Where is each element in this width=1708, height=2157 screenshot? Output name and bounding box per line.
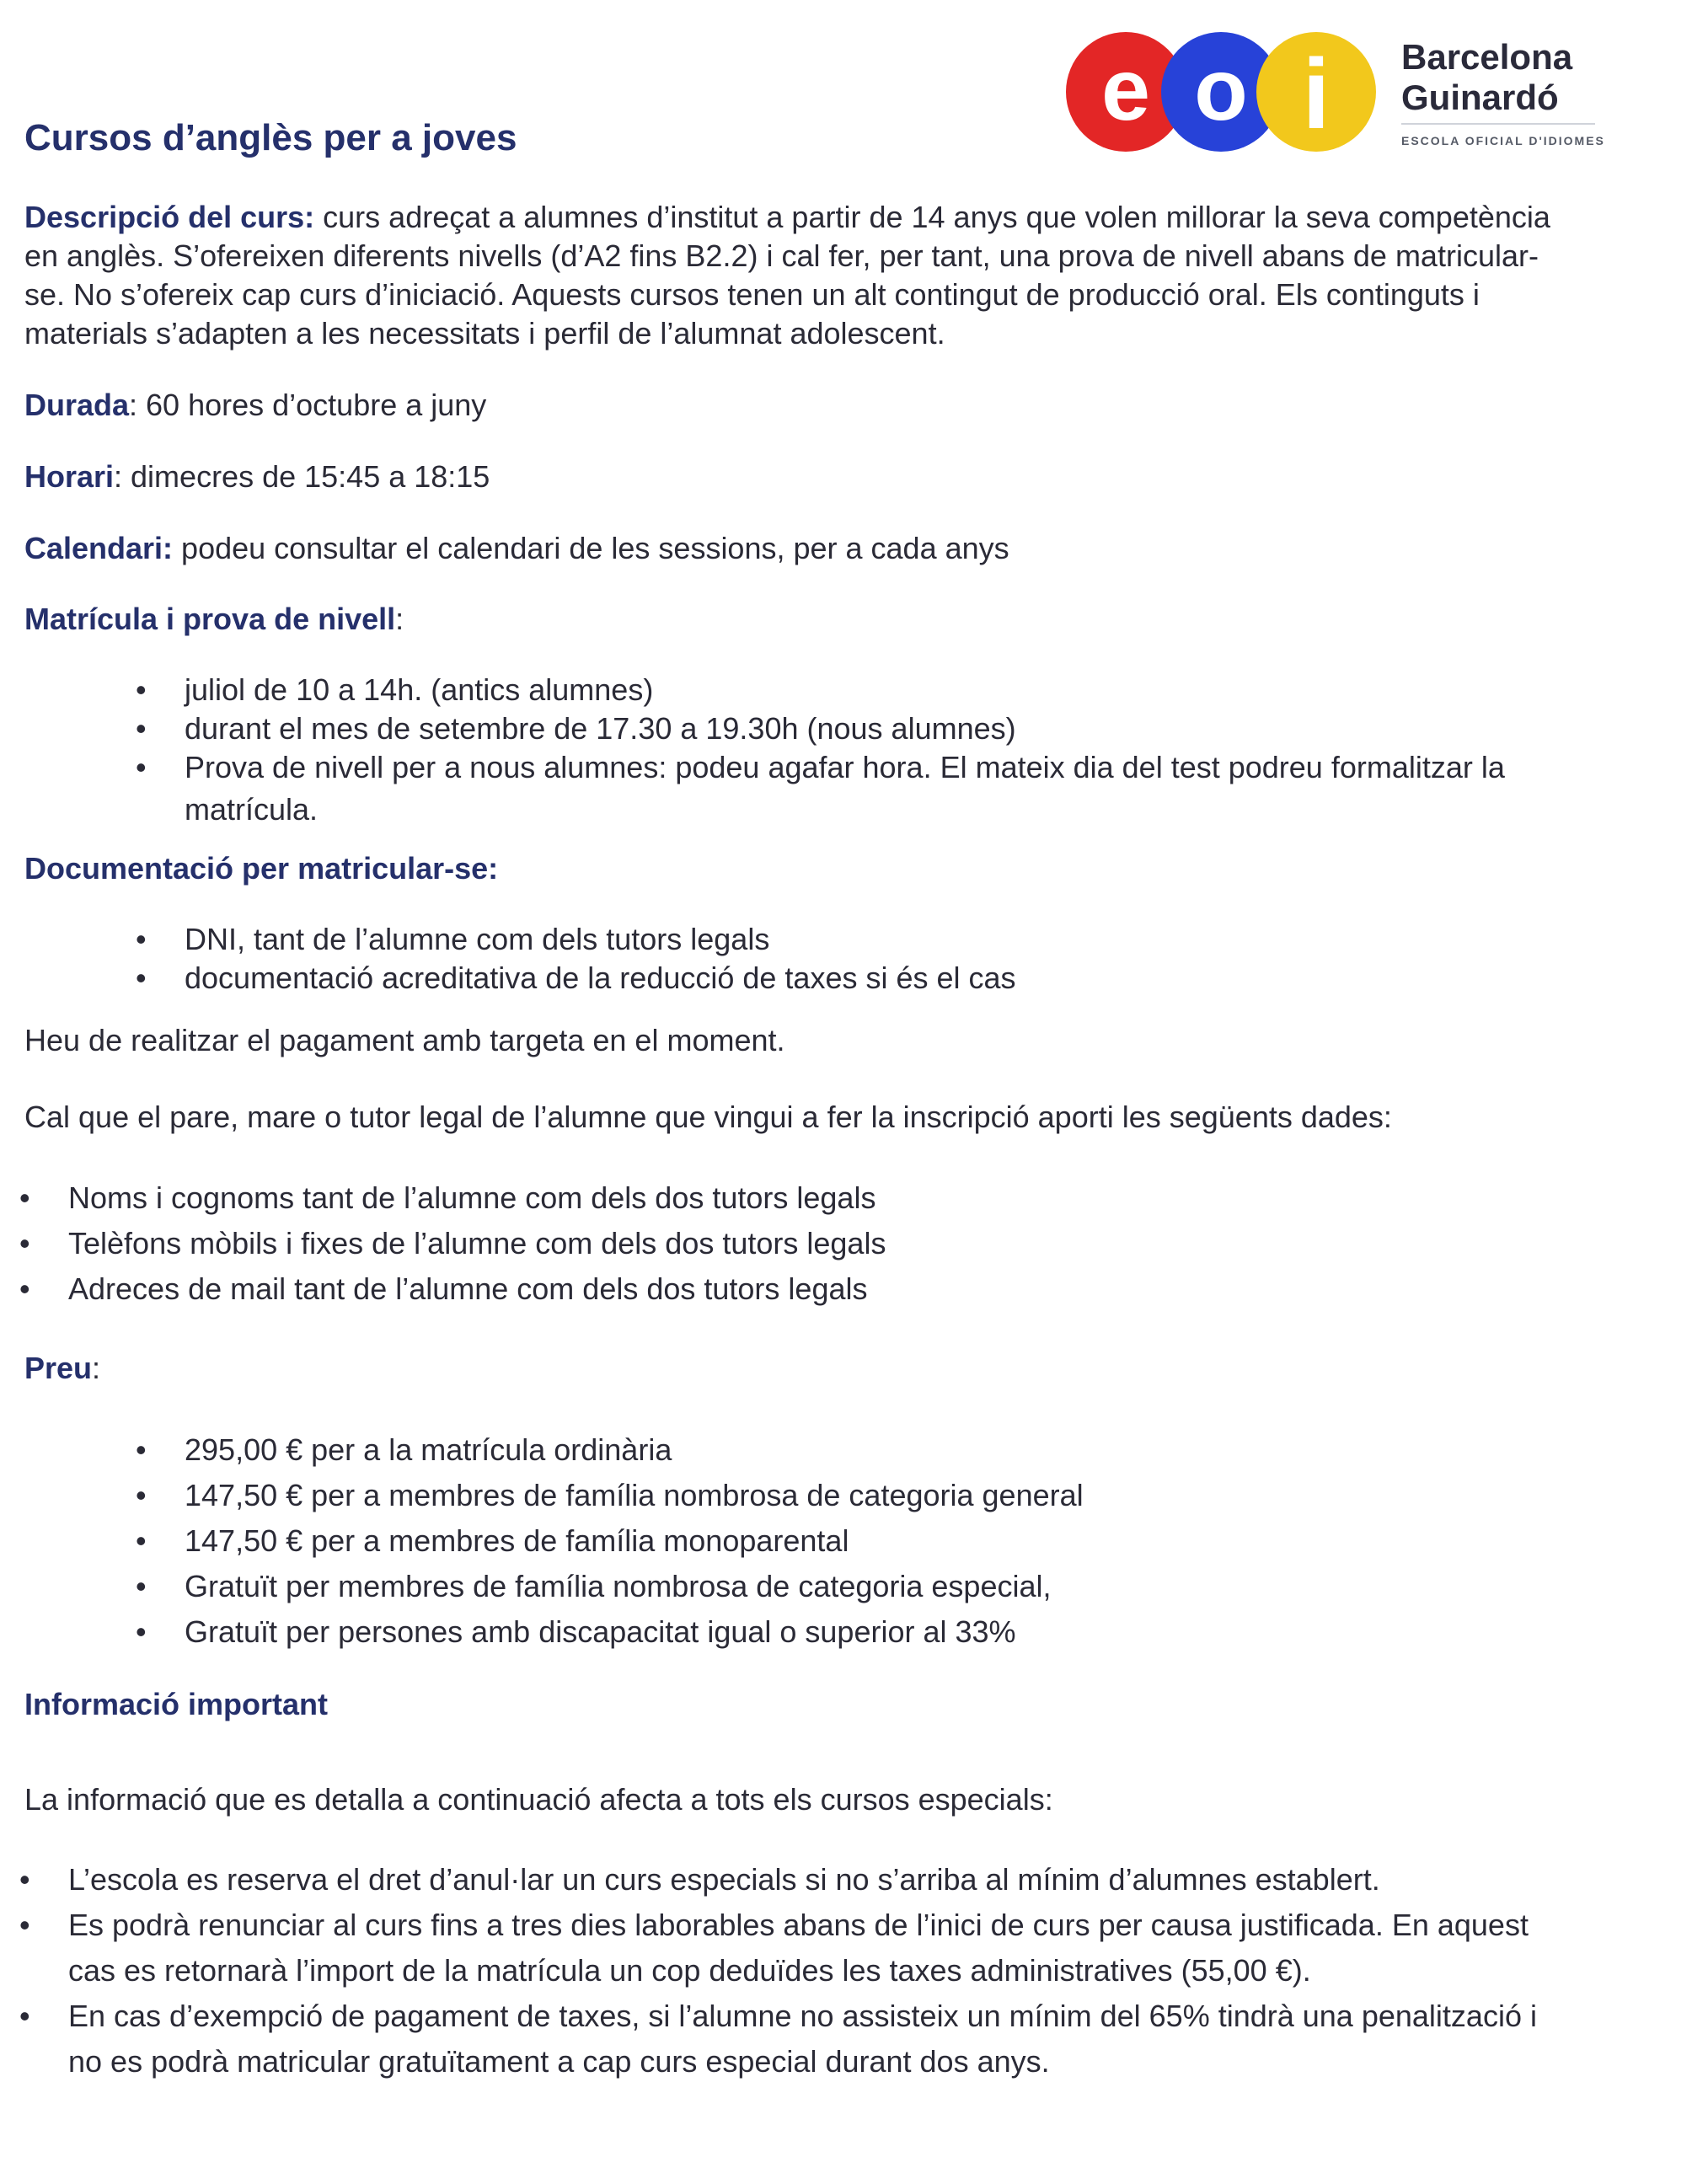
required-data-list (68, 1175, 1669, 1312)
logo-name-line1: Barcelona (1401, 37, 1573, 77)
list-item: • L’escola es reserva el dret d’anul·lar un curs especials si no s’arriba al mínim d’alumnes establert. (68, 1857, 1686, 1903)
important-info-list (68, 1857, 1686, 2085)
duration-value: : 60 hores d’octubre a juny (129, 388, 487, 422)
important-info-heading (24, 1685, 1676, 1724)
list-item: • DNI, tant de l’alumne com dels tutors legals (185, 920, 1668, 959)
list-item: • documentació acreditativa de la reducció de taxes si és el cas (185, 959, 1668, 998)
list-item: • Adreces de mail tant de l’alumne com dels dos tutors legals (68, 1266, 1669, 1312)
price-label: Preu (24, 1351, 93, 1385)
list-item: • En cas d’exempció de pagament de taxes, si l’alumne no assisteix un mínim del 65% tindrà una penalització i (68, 1994, 1686, 2039)
schedule-line (24, 458, 1676, 496)
important-info-label: Informació important (24, 1687, 329, 1721)
important-info-item2-continuation: cas es retornarà l’import de la matrícula un cop deduïdes les taxes administratives (55,00 €). (68, 1953, 1311, 1988)
calendar-label: Calendari: (24, 531, 174, 565)
description-line-4: materials s’adapten a les necessitats i perfil de l’alumnat adolescent. (24, 316, 945, 351)
page-title: Cursos d’anglès per a joves (24, 117, 517, 158)
payment-note: Heu de realitzar el pagament amb targeta en el moment. (24, 1023, 785, 1057)
logo-name-line2: Guinardó (1401, 78, 1559, 117)
price-list (185, 1427, 1668, 1655)
schedule-value: : dimecres de 15:45 a 18:15 (114, 459, 490, 494)
enrollment-list (185, 671, 1668, 787)
list-item: • Es podrà renunciar al curs fins a tres dies laborables abans de l’inici de curs per causa justificada. En aquest (68, 1903, 1686, 1948)
list-item: • Noms i cognoms tant de l’alumne com dels dos tutors legals (68, 1175, 1669, 1221)
important-info-intro: La informació que es detalla a continuació afecta a tots els cursos especials: (24, 1782, 1053, 1817)
enrollment-label: Matrícula i prova de nivell (24, 602, 396, 636)
description-line-3: se. No s’ofereix cap curs d’iniciació. Aquests cursos tenen un alt contingut de producció oral. Els continguts i (24, 277, 1480, 312)
description-label: Descripció del curs: (24, 200, 315, 234)
price-colon: : (92, 1351, 101, 1385)
calendar-value: podeu consultar el calendari de les sessions, per a cada anys (173, 531, 1009, 565)
list-item: • Gratuït per membres de família nombrosa de categoria especial, (185, 1564, 1668, 1609)
logo-letters (1066, 32, 1376, 152)
logo-subtitle: ESCOLA OFICIAL D'IDIOMES (1401, 134, 1605, 147)
description-paragraph (24, 198, 1676, 353)
list-item: • juliol de 10 a 14h. (antics alumnes) (185, 671, 1668, 709)
description-line-1: curs adreçat a alumnes d’institut a partir de 14 anys que volen millorar la seva competència (323, 200, 1550, 234)
list-item: • Gratuït per persones amb discapacitat igual o superior al 33% (185, 1609, 1668, 1655)
list-item: • 147,50 € per a membres de família monoparental (185, 1518, 1668, 1564)
logo-divider (1401, 123, 1595, 125)
duration-line (24, 386, 1676, 425)
description-line-2: en anglès. S’ofereixen diferents nivells (d’A2 fins B2.2) i cal fer, per tant, una prova de nivell abans de matricular- (24, 238, 1539, 273)
documentation-heading (24, 849, 1676, 888)
documentation-label: Documentació per matricular-se: (24, 851, 499, 886)
documentation-list (185, 920, 1668, 998)
list-item: • Prova de nivell per a nous alumnes: podeu agafar hora. El mateix dia del test podreu formalitzar la (185, 748, 1668, 787)
calendar-line (24, 529, 1676, 568)
logo-letter-e: e (1101, 41, 1150, 139)
required-data-intro: Cal que el pare, mare o tutor legal de l’alumne que vingui a fer la inscripció aporti les següents dades: (24, 1100, 1392, 1134)
enrollment-item3-continuation: matrícula. (185, 792, 319, 827)
duration-label: Durada (24, 388, 130, 422)
enrollment-heading (24, 600, 1676, 639)
list-item: • 147,50 € per a membres de família nombrosa de categoria general (185, 1473, 1668, 1518)
logo-letter-i: i (1302, 39, 1331, 150)
list-item: • durant el mes de setembre de 17.30 a 19.30h (nous alumnes) (185, 709, 1668, 748)
enrollment-colon: : (395, 602, 404, 636)
logo-letter-o: o (1194, 41, 1248, 139)
price-heading (24, 1349, 1676, 1388)
schedule-label: Horari (24, 459, 115, 494)
important-info-item3-continuation: no es podrà matricular gratuïtament a cap curs especial durant dos anys. (68, 2044, 1050, 2079)
list-item: • 295,00 € per a la matrícula ordinària (185, 1427, 1668, 1473)
list-item: • Telèfons mòbils i fixes de l’alumne com dels dos tutors legals (68, 1221, 1669, 1266)
